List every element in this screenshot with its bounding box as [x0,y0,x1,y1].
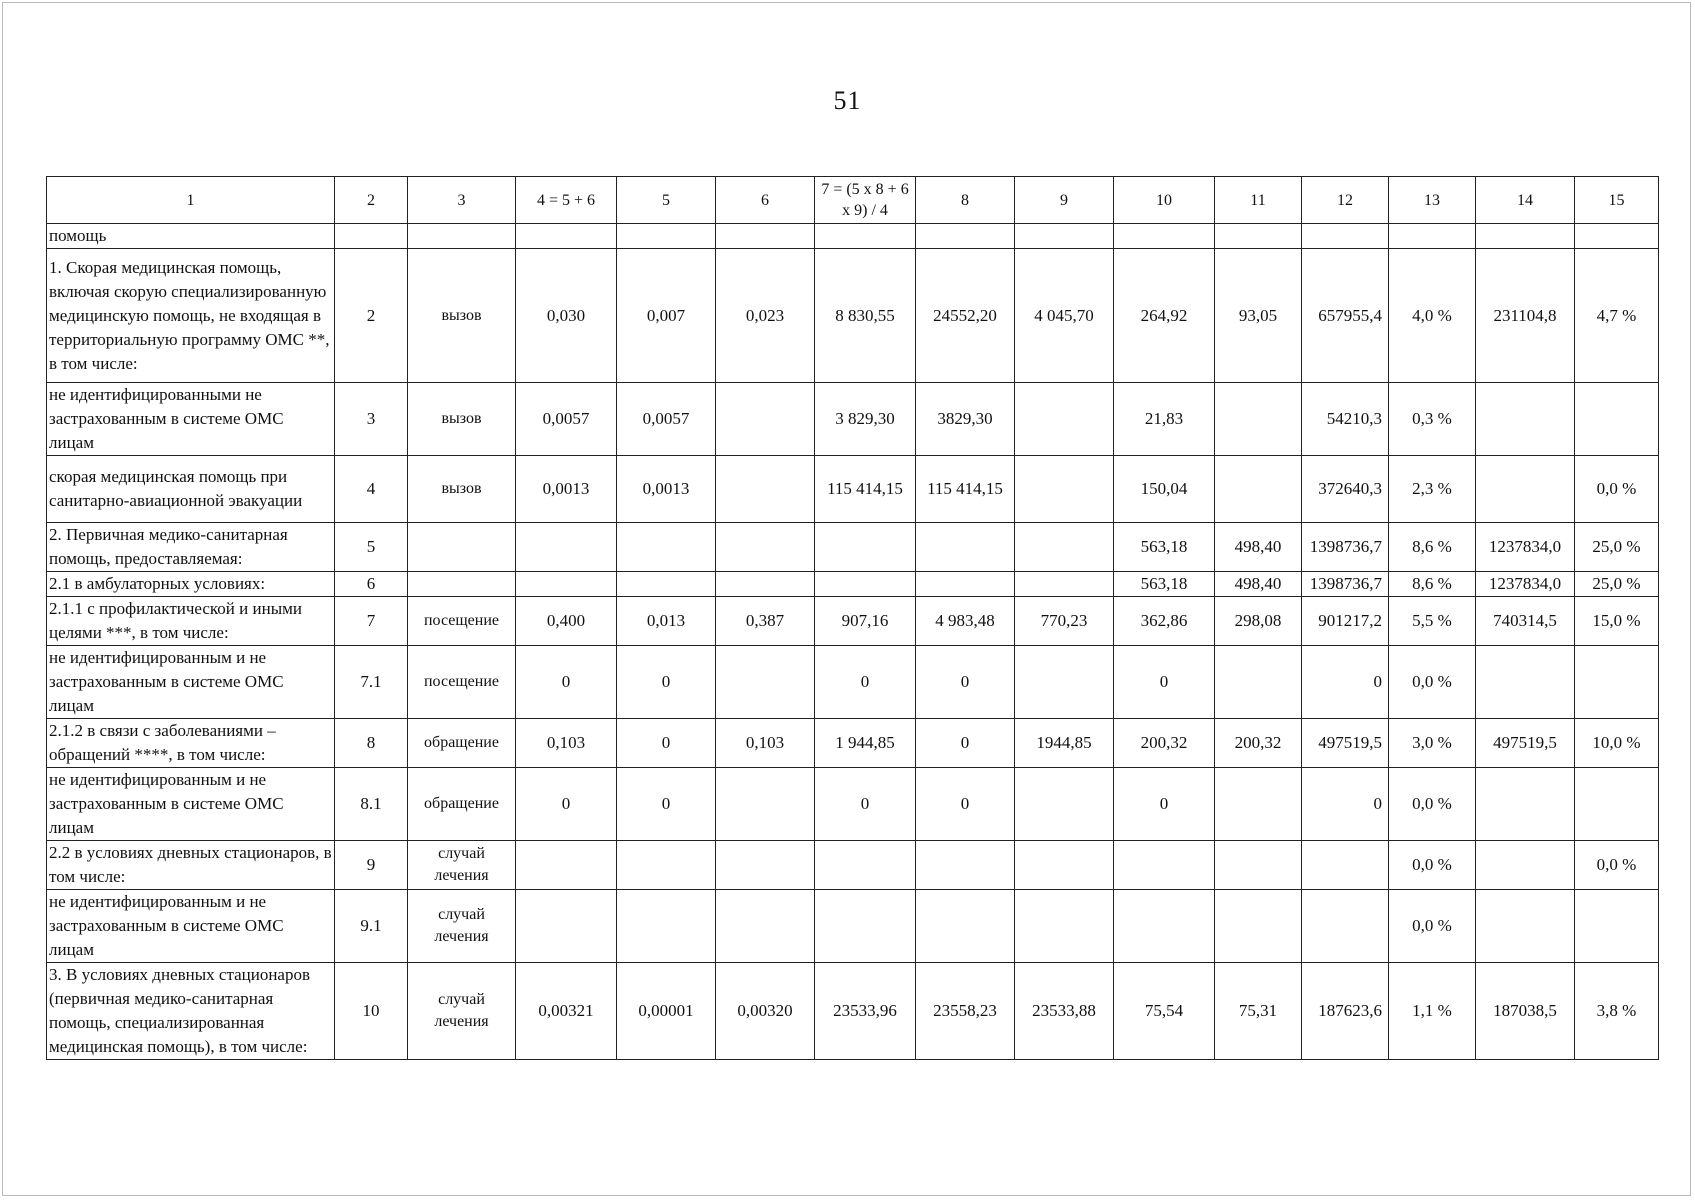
cell-col-3: вызов [408,383,516,456]
page-number: 51 [833,86,862,115]
header-cell-12: 12 [1302,177,1389,224]
cell-col-8 [916,890,1015,963]
cell-col-15 [1575,768,1659,841]
cell-col-8: 0 [916,768,1015,841]
cell-col-10 [1114,224,1215,249]
cell-col-14 [1476,890,1575,963]
cell-col-8: 3829,30 [916,383,1015,456]
cell-col-3: обращение [408,768,516,841]
cell-col-7: 907,16 [815,597,916,646]
cell-col-2: 7 [335,597,408,646]
cell-col-15: 15,0 % [1575,597,1659,646]
cell-col-13: 1,1 % [1389,963,1476,1060]
cell-col-4 [516,841,617,890]
cell-col-12 [1302,890,1389,963]
cell-col-13: 0,0 % [1389,768,1476,841]
cell-col-11 [1215,841,1302,890]
cell-col-5: 0,007 [617,249,716,383]
cell-col-4 [516,224,617,249]
cell-col-6: 0,103 [716,719,815,768]
cell-col-14: 497519,5 [1476,719,1575,768]
cell-col-11: 75,31 [1215,963,1302,1060]
header-cell-2: 2 [335,177,408,224]
cell-col-7: 115 414,15 [815,456,916,523]
table-row [47,597,1659,646]
cell-col-4: 0,400 [516,597,617,646]
cell-col-11: 93,05 [1215,249,1302,383]
cell-col-14 [1476,456,1575,523]
cell-col-6 [716,841,815,890]
cell-col-12: 0 [1302,768,1389,841]
cell-col-13: 8,6 % [1389,572,1476,597]
cell-col-10: 75,54 [1114,963,1215,1060]
row-label: не идентифицированными не застрахованным в системе ОМС лицам [47,383,335,456]
cell-col-15: 25,0 % [1575,572,1659,597]
cell-col-10: 563,18 [1114,572,1215,597]
row-label: 2. Первичная медико-санитарная помощь, предоставляемая: [47,523,335,572]
cell-col-6: 0,00320 [716,963,815,1060]
cell-col-9: 770,23 [1015,597,1114,646]
cell-col-10: 264,92 [1114,249,1215,383]
cell-col-12: 497519,5 [1302,719,1389,768]
cell-col-4: 0,0013 [516,456,617,523]
cell-col-9 [1015,572,1114,597]
cell-col-11 [1215,224,1302,249]
table-row [47,719,1659,768]
row-label: скорая медицинская помощь при санитарно-авиационной эвакуации [47,456,335,523]
cell-col-6: 0,023 [716,249,815,383]
cell-col-10: 362,86 [1114,597,1215,646]
cell-col-5: 0,013 [617,597,716,646]
cell-col-14: 1237834,0 [1476,572,1575,597]
cell-col-5: 0 [617,768,716,841]
cell-col-8 [916,523,1015,572]
cell-col-4: 0,0057 [516,383,617,456]
cell-col-4: 0 [516,768,617,841]
cell-col-15 [1575,646,1659,719]
row-label: 2.1.2 в связи с заболеваниями – обращений ****, в том числе: [47,719,335,768]
cell-col-2: 9.1 [335,890,408,963]
cell-col-15: 10,0 % [1575,719,1659,768]
cell-col-12 [1302,841,1389,890]
cell-col-5: 0,0013 [617,456,716,523]
row-label: не идентифицированным и не застрахованным в системе ОМС лицам [47,646,335,719]
cell-col-3 [408,572,516,597]
table-row [47,768,1659,841]
cell-col-8: 0 [916,719,1015,768]
cell-col-10: 0 [1114,646,1215,719]
cell-col-2: 10 [335,963,408,1060]
cell-col-2: 4 [335,456,408,523]
cell-col-12: 372640,3 [1302,456,1389,523]
row-label: 3. В условиях дневных стационаров (первичная медико-санитарная помощь, специализированная медицинская помощь), в том числе: [47,963,335,1060]
cell-col-15: 0,0 % [1575,456,1659,523]
cell-col-2: 7.1 [335,646,408,719]
cell-col-8 [916,224,1015,249]
cell-col-14 [1476,841,1575,890]
cell-col-6 [716,383,815,456]
cell-col-2: 2 [335,249,408,383]
row-label: помощь [47,224,335,249]
row-label: 2.2 в условиях дневных стационаров, в том числе: [47,841,335,890]
cell-col-5: 0 [617,719,716,768]
header-cell-15: 15 [1575,177,1659,224]
cell-col-3: случай лечения [408,890,516,963]
cell-col-10: 200,32 [1114,719,1215,768]
cell-col-8 [916,841,1015,890]
cell-col-15 [1575,383,1659,456]
cell-col-8 [916,572,1015,597]
row-label: 2.1.1 с профилактической и иными целями ***, в том числе: [47,597,335,646]
cell-col-10: 150,04 [1114,456,1215,523]
table-row [47,523,1659,572]
cell-col-11: 200,32 [1215,719,1302,768]
table-row [47,383,1659,456]
cell-col-10: 21,83 [1114,383,1215,456]
cell-col-6 [716,224,815,249]
header-cell-7: 7 = (5 х 8 + 6 х 9) / 4 [815,177,916,224]
cell-col-9 [1015,768,1114,841]
cell-col-11: 498,40 [1215,572,1302,597]
cell-col-9: 1944,85 [1015,719,1114,768]
cell-col-9 [1015,523,1114,572]
cell-col-15 [1575,890,1659,963]
budget-table [46,176,1659,1060]
cell-col-4: 0,030 [516,249,617,383]
table-row [47,249,1659,383]
cell-col-3 [408,224,516,249]
cell-col-9 [1015,646,1114,719]
cell-col-7: 0 [815,768,916,841]
cell-col-5: 0,0057 [617,383,716,456]
cell-col-8: 23558,23 [916,963,1015,1060]
cell-col-15: 25,0 % [1575,523,1659,572]
cell-col-15: 4,7 % [1575,249,1659,383]
cell-col-5 [617,890,716,963]
table-row [47,890,1659,963]
cell-col-7 [815,224,916,249]
cell-col-13: 5,5 % [1389,597,1476,646]
cell-col-8: 24552,20 [916,249,1015,383]
cell-col-5: 0 [617,646,716,719]
cell-col-3: случай лечения [408,841,516,890]
cell-col-13: 0,0 % [1389,841,1476,890]
cell-col-5 [617,523,716,572]
cell-col-11: 498,40 [1215,523,1302,572]
cell-col-12: 657955,4 [1302,249,1389,383]
cell-col-10: 563,18 [1114,523,1215,572]
cell-col-14 [1476,383,1575,456]
cell-col-15 [1575,224,1659,249]
header-cell-6: 6 [716,177,815,224]
cell-col-4: 0,00321 [516,963,617,1060]
table-row [47,841,1659,890]
cell-col-14 [1476,646,1575,719]
cell-col-7 [815,841,916,890]
cell-col-3: обращение [408,719,516,768]
cell-col-6 [716,890,815,963]
cell-col-9 [1015,890,1114,963]
cell-col-12: 1398736,7 [1302,523,1389,572]
header-cell-14: 14 [1476,177,1575,224]
header-cell-8: 8 [916,177,1015,224]
cell-col-2: 8 [335,719,408,768]
cell-col-14: 740314,5 [1476,597,1575,646]
cell-col-11: 298,08 [1215,597,1302,646]
table-row [47,456,1659,523]
cell-col-4: 0,103 [516,719,617,768]
cell-col-8: 4 983,48 [916,597,1015,646]
cell-col-13: 0,3 % [1389,383,1476,456]
header-cell-1: 1 [47,177,335,224]
cell-col-13: 3,0 % [1389,719,1476,768]
cell-col-12: 901217,2 [1302,597,1389,646]
header-cell-5: 5 [617,177,716,224]
cell-col-5 [617,224,716,249]
cell-col-7 [815,572,916,597]
cell-col-4 [516,572,617,597]
cell-col-4: 0 [516,646,617,719]
cell-col-6: 0,387 [716,597,815,646]
cell-col-2: 8.1 [335,768,408,841]
cell-col-14: 187038,5 [1476,963,1575,1060]
cell-col-13: 4,0 % [1389,249,1476,383]
cell-col-2: 6 [335,572,408,597]
cell-col-15: 3,8 % [1575,963,1659,1060]
row-label: 2.1 в амбулаторных условиях: [47,572,335,597]
cell-col-6 [716,523,815,572]
cell-col-12: 54210,3 [1302,383,1389,456]
cell-col-9 [1015,383,1114,456]
cell-col-7: 0 [815,646,916,719]
cell-col-13: 0,0 % [1389,646,1476,719]
header-row [47,177,1659,224]
cell-col-9 [1015,224,1114,249]
cell-col-9 [1015,456,1114,523]
cell-col-3: случай лечения [408,963,516,1060]
cell-col-11 [1215,768,1302,841]
header-cell-9: 9 [1015,177,1114,224]
table-row [47,572,1659,597]
row-label: не идентифицированным и не застрахованным в системе ОМС лицам [47,768,335,841]
header-cell-3: 3 [408,177,516,224]
cell-col-14: 1237834,0 [1476,523,1575,572]
cell-col-7: 1 944,85 [815,719,916,768]
cell-col-8: 0 [916,646,1015,719]
cell-col-3 [408,523,516,572]
cell-col-7: 3 829,30 [815,383,916,456]
table-row [47,963,1659,1060]
cell-col-6 [716,572,815,597]
cell-col-13: 2,3 % [1389,456,1476,523]
header-cell-13: 13 [1389,177,1476,224]
table-row [47,224,1659,249]
cell-col-12: 1398736,7 [1302,572,1389,597]
cell-col-4 [516,890,617,963]
row-label: не идентифицированным и не застрахованным в системе ОМС лицам [47,890,335,963]
cell-col-9: 23533,88 [1015,963,1114,1060]
cell-col-13: 8,6 % [1389,523,1476,572]
cell-col-7: 8 830,55 [815,249,916,383]
cell-col-11 [1215,890,1302,963]
cell-col-3: посещение [408,646,516,719]
cell-col-7: 23533,96 [815,963,916,1060]
cell-col-14 [1476,224,1575,249]
cell-col-7 [815,890,916,963]
cell-col-5: 0,00001 [617,963,716,1060]
cell-col-10 [1114,890,1215,963]
header-cell-11: 11 [1215,177,1302,224]
cell-col-6 [716,646,815,719]
cell-col-12: 187623,6 [1302,963,1389,1060]
cell-col-11 [1215,383,1302,456]
cell-col-6 [716,456,815,523]
cell-col-4 [516,523,617,572]
cell-col-3: вызов [408,456,516,523]
cell-col-9: 4 045,70 [1015,249,1114,383]
cell-col-2: 5 [335,523,408,572]
row-label: 1. Скорая медицинская помощь, включая скорую специализированную медицинскую помощь, не входящая в территориальную программу ОМС **, в том числе: [47,249,335,383]
table-row [47,646,1659,719]
cell-col-5 [617,572,716,597]
cell-col-12 [1302,224,1389,249]
cell-col-15: 0,0 % [1575,841,1659,890]
cell-col-2 [335,224,408,249]
cell-col-2: 3 [335,383,408,456]
cell-col-11 [1215,646,1302,719]
header-cell-10: 10 [1114,177,1215,224]
cell-col-14 [1476,768,1575,841]
cell-col-12: 0 [1302,646,1389,719]
cell-col-14: 231104,8 [1476,249,1575,383]
cell-col-10: 0 [1114,768,1215,841]
cell-col-10 [1114,841,1215,890]
cell-col-13 [1389,224,1476,249]
header-cell-4: 4 = 5 + 6 [516,177,617,224]
cell-col-3: посещение [408,597,516,646]
cell-col-13: 0,0 % [1389,890,1476,963]
cell-col-2: 9 [335,841,408,890]
cell-col-7 [815,523,916,572]
cell-col-5 [617,841,716,890]
cell-col-9 [1015,841,1114,890]
cell-col-8: 115 414,15 [916,456,1015,523]
cell-col-11 [1215,456,1302,523]
cell-col-6 [716,768,815,841]
cell-col-3: вызов [408,249,516,383]
